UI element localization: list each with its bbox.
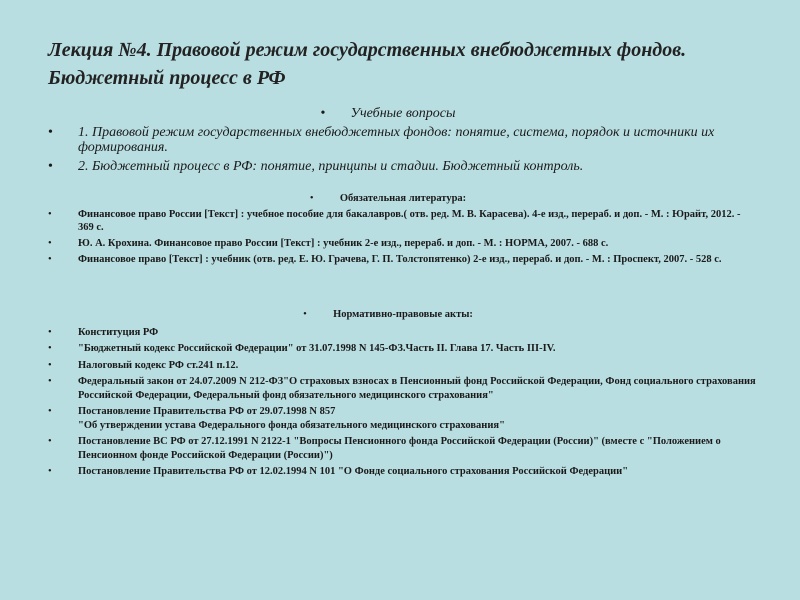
list-item [48, 435, 758, 462]
bullet-icon: • [48, 376, 52, 387]
item-text: Постановление ВС РФ от 27.12.1991 N 2122-1 "Вопросы Пенсионного фонда Российской Федерации (России)" (вместе с "Положением о Пенсионном фонде Российской Федерации (России)") [78, 436, 721, 461]
bullet-icon: • [48, 436, 52, 447]
bullet-icon: • [48, 326, 52, 338]
item-text: 2. Бюджетный процесс в РФ: понятие, принципы и стадии. Бюджетный контроль. [78, 159, 584, 174]
list-item [48, 326, 758, 340]
list-item [48, 208, 758, 234]
bullet-icon: • [48, 406, 52, 417]
item-text-continued: "Об утверждении устава Федерального фонда обязательного медицинского страхования" [78, 419, 505, 431]
bullet-icon: • [48, 466, 52, 477]
list-item [48, 359, 758, 373]
study-questions-section [48, 106, 758, 178]
heading-text: Обязательная литература: [339, 193, 467, 204]
legal-acts-heading [48, 308, 758, 322]
item-text: Финансовое право [Текст] : учебник (отв. ред. Е. Ю. Грачева, Г. П. Толстопятенко) 2-е изд., перераб. и доп. - М. : Проспект, 2007. - 528 с. [78, 254, 722, 265]
list-item [48, 253, 758, 266]
list-item [48, 125, 758, 155]
bullet-icon: • [48, 359, 52, 371]
bullet-icon: • [48, 343, 52, 354]
list-item [48, 405, 758, 432]
item-text: "Бюджетный кодекс Российской Федерации" от 31.07.1998 N 145-ФЗ.Часть II. Глава 17. Часть III-IV. [78, 343, 556, 354]
item-text: Ю. А. Крохина. Финансовое право России [Текст] : учебник 2-е изд., перераб. и доп. - М. : НОРМА, 2007. - 688 с. [78, 238, 609, 249]
item-text: Налоговый кодекс РФ ст.241 п.12. [78, 359, 239, 371]
item-text: Постановление Правительства РФ от 29.07.1998 N 857 [78, 406, 336, 417]
item-text: Конституция РФ [78, 326, 159, 338]
study-questions-heading [48, 106, 758, 121]
item-text: 1. Правовой режим государственных внебюджетных фондов: понятие, система, порядок и источники их формирования. [78, 125, 715, 155]
list-item [48, 342, 758, 356]
literature-heading [48, 192, 758, 205]
list-item [48, 159, 758, 174]
bullet-icon: • [48, 209, 52, 220]
bullet-icon: • [48, 254, 52, 265]
list-item [48, 465, 758, 479]
literature-section [48, 192, 758, 269]
bullet-icon: • [48, 159, 53, 174]
list-item [48, 375, 758, 402]
legal-acts-section [48, 308, 758, 482]
bullet-icon: • [309, 193, 314, 204]
heading-text: Учебные вопросы [350, 106, 456, 121]
bullet-icon: • [48, 125, 53, 140]
bullet-icon: • [303, 309, 307, 320]
list-item [48, 237, 758, 250]
item-text: Постановление Правительства РФ от 12.02.1994 N 101 "О Фонде социального страхования Российской Федерации" [78, 466, 629, 477]
bullet-icon: • [48, 238, 52, 249]
heading-text: Нормативно-правовые акты: [333, 309, 473, 320]
bullet-icon: • [320, 106, 326, 121]
item-text: Федеральный закон от 24.07.2009 N 212-ФЗ"О страховых взносах в Пенсионный фонд Российской Федерации, Фонд социального страхования Российской Федерации, Федеральный фонд обязательного медицинского страхования" [78, 376, 756, 401]
slide-title: Лекция №4. Правовой режим государственных внебюджетных фондов. Бюджетный процесс в РФ [48, 39, 687, 89]
item-text: Финансовое право России [Текст] : учебное пособие для бакалавров.( отв. ред. М. В. Карасева). 4-е изд., перераб. и доп. - М. : Юрайт, 2012. - 369 с. [78, 209, 741, 233]
